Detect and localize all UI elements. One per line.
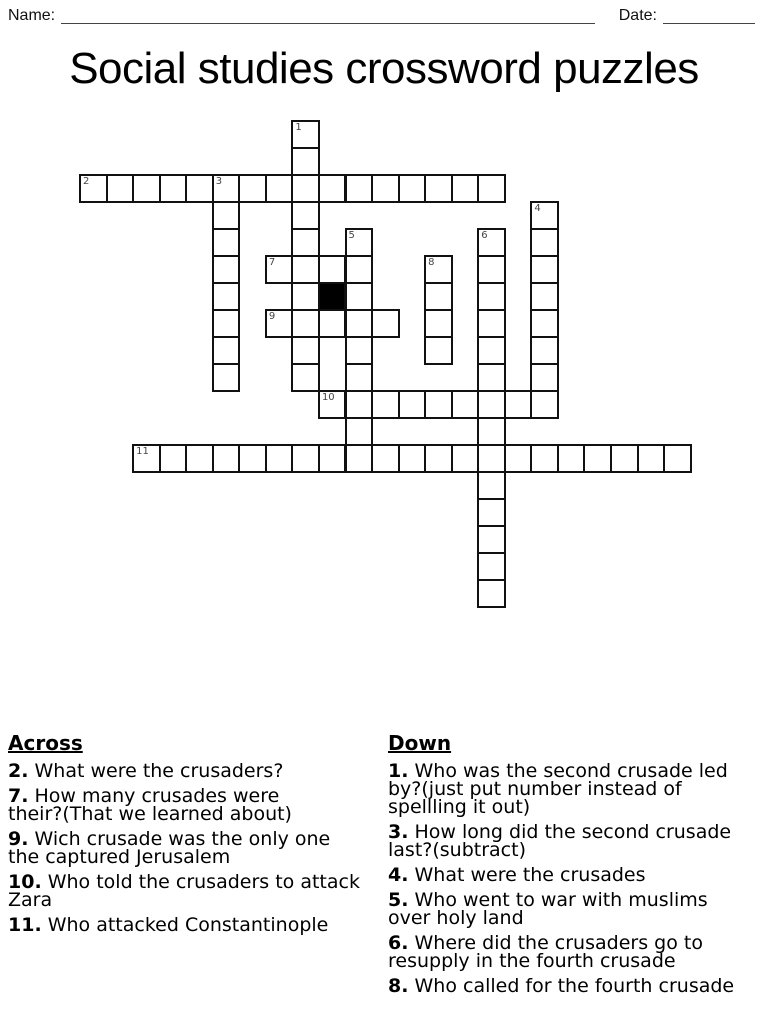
cell-number: 6	[481, 230, 488, 241]
crossword-cell[interactable]	[477, 552, 506, 581]
crossword-cell[interactable]	[583, 444, 612, 473]
crossword-cell[interactable]	[477, 417, 506, 446]
crossword-cell[interactable]	[185, 174, 214, 203]
clue-item: 1. Who was the second crusade led by?(just put number instead of spellling it out)	[388, 760, 728, 818]
crossword-cell[interactable]	[345, 255, 374, 284]
crossword-cell[interactable]	[477, 363, 506, 392]
crossword-cell[interactable]	[212, 336, 241, 365]
cell-number: 1	[295, 122, 302, 133]
cell-number: 11	[136, 446, 149, 457]
crossword-cell[interactable]	[530, 228, 559, 257]
crossword-cell[interactable]	[345, 309, 374, 338]
crossword-cell[interactable]	[291, 444, 320, 473]
crossword-cell[interactable]	[291, 282, 320, 311]
crossword-cell[interactable]	[504, 390, 533, 419]
crossword-cell[interactable]	[477, 255, 506, 284]
crossword-cell[interactable]	[530, 444, 559, 473]
crossword-cell[interactable]	[345, 417, 374, 446]
crossword-cell[interactable]	[477, 336, 506, 365]
crossword-cell[interactable]	[345, 282, 374, 311]
crossword-cell[interactable]	[212, 228, 241, 257]
clue-item: 6. Where did the crusaders go to resupply in the fourth crusade	[388, 932, 703, 972]
crossword-cell[interactable]	[345, 228, 374, 257]
clue-item: 9. Wich crusade was the only one the captured Jerusalem	[8, 828, 331, 868]
crossword-cell[interactable]	[345, 390, 374, 419]
crossword-cell[interactable]	[477, 471, 506, 500]
down-clue-list	[388, 762, 768, 995]
crossword-cell[interactable]	[504, 444, 533, 473]
crossword-cell[interactable]	[451, 444, 480, 473]
crossword-cell[interactable]	[212, 255, 241, 284]
crossword-cell[interactable]	[451, 390, 480, 419]
clue-item: 7. How many crusades were their?(That we learned about)	[8, 785, 292, 825]
crossword-cell[interactable]	[371, 444, 400, 473]
crossword-cell[interactable]	[398, 390, 427, 419]
crossword-cell[interactable]	[265, 444, 294, 473]
page-title: Social studies crossword puzzles	[69, 44, 699, 93]
crossword-cell[interactable]	[291, 201, 320, 230]
blocked-cell	[318, 282, 347, 311]
across-clue-list	[8, 762, 388, 934]
across-heading: Across	[8, 731, 83, 755]
clue-item: 10. Who told the crusaders to attack Zara	[8, 871, 360, 911]
crossword-cell[interactable]	[159, 174, 188, 203]
crossword-cell[interactable]	[530, 336, 559, 365]
clue-number: 1.	[388, 760, 409, 782]
crossword-cell[interactable]	[265, 309, 294, 338]
clue-number: 9.	[8, 828, 29, 850]
clue-number: 3.	[388, 821, 409, 843]
crossword-cell[interactable]	[610, 444, 639, 473]
crossword-cell[interactable]	[557, 444, 586, 473]
crossword-cell[interactable]	[371, 390, 400, 419]
crossword-cell[interactable]	[663, 444, 692, 473]
cell-number: 4	[534, 203, 541, 214]
crossword-cell[interactable]	[132, 444, 161, 473]
crossword-cell[interactable]	[238, 174, 267, 203]
name-date-row	[8, 5, 755, 25]
crossword-cell[interactable]	[477, 498, 506, 527]
clue-number: 5.	[388, 889, 409, 911]
crossword-cell[interactable]	[79, 174, 108, 203]
clue-number: 6.	[388, 932, 409, 954]
crossword-cell[interactable]	[159, 444, 188, 473]
crossword-cell[interactable]	[477, 390, 506, 419]
crossword-cell[interactable]	[371, 174, 400, 203]
crossword-cell[interactable]	[477, 525, 506, 554]
crossword-cell[interactable]	[371, 309, 400, 338]
name-fill-line[interactable]	[61, 7, 595, 24]
crossword-cell[interactable]	[477, 579, 506, 608]
crossword-cell[interactable]	[398, 444, 427, 473]
crossword-cell[interactable]	[212, 363, 241, 392]
crossword-cell[interactable]	[530, 363, 559, 392]
clue-item: 4. What were the crusades	[388, 864, 646, 886]
cell-number: 9	[268, 311, 276, 322]
name-label: Name:	[8, 7, 56, 24]
crossword-cell[interactable]	[265, 255, 294, 284]
crossword-cell[interactable]	[398, 174, 427, 203]
crossword-cell[interactable]	[424, 255, 453, 284]
crossword-cell[interactable]	[424, 390, 453, 419]
crossword-cell[interactable]	[477, 444, 506, 473]
cell-number: 7	[268, 257, 276, 268]
crossword-cell[interactable]	[318, 174, 347, 203]
crossword-cell[interactable]	[212, 309, 241, 338]
crossword-cell[interactable]	[318, 255, 347, 284]
crossword-cell[interactable]	[530, 255, 559, 284]
clue-number: 10.	[8, 871, 42, 893]
date-label: Date:	[618, 7, 657, 24]
crossword-cell[interactable]	[477, 282, 506, 311]
crossword-cell[interactable]	[424, 444, 453, 473]
crossword-cell[interactable]	[345, 174, 374, 203]
clue-number: 4.	[388, 864, 409, 886]
crossword-cell[interactable]	[477, 174, 506, 203]
down-clues-section	[388, 733, 768, 1002]
cell-number: 3	[215, 176, 223, 187]
crossword-cell[interactable]	[291, 255, 320, 284]
crossword-cell[interactable]	[291, 363, 320, 392]
crossword-cell[interactable]	[212, 174, 241, 203]
crossword-cell[interactable]	[212, 201, 241, 230]
crossword-cell[interactable]	[318, 309, 347, 338]
crossword-cell[interactable]	[424, 282, 453, 311]
crossword-cell[interactable]	[212, 444, 241, 473]
crossword-cell[interactable]	[318, 444, 347, 473]
crossword-cell[interactable]	[477, 309, 506, 338]
crossword-cell[interactable]	[424, 309, 453, 338]
crossword-cell[interactable]	[345, 444, 374, 473]
clue-item: 11. Who attacked Constantinople	[8, 914, 329, 936]
crossword-cell[interactable]	[291, 147, 320, 176]
cell-number: 8	[428, 257, 435, 268]
crossword-cell[interactable]	[291, 228, 320, 257]
crossword-cell[interactable]	[291, 174, 320, 203]
crossword-cell[interactable]	[530, 282, 559, 311]
crossword-cell[interactable]	[106, 174, 135, 203]
crossword-cell[interactable]	[345, 363, 374, 392]
clue-number: 8.	[388, 975, 409, 997]
date-fill-line[interactable]	[663, 7, 755, 24]
crossword-cell[interactable]	[424, 336, 453, 365]
clue-number: 11.	[8, 914, 42, 936]
clue-number: 2.	[8, 760, 29, 782]
crossword-cell[interactable]	[530, 201, 559, 230]
crossword-cell[interactable]	[291, 120, 320, 149]
clue-item: 8. Who called for the fourth crusade	[388, 975, 735, 997]
clue-number: 7.	[8, 785, 29, 807]
crossword-cell[interactable]	[345, 336, 374, 365]
crossword-cell[interactable]	[530, 390, 559, 419]
clue-item: 5. Who went to war with muslims over holy land	[388, 889, 708, 929]
crossword-cell[interactable]	[477, 228, 506, 257]
crossword-cell[interactable]	[132, 174, 161, 203]
crossword-cell[interactable]	[185, 444, 214, 473]
crossword-cell[interactable]	[212, 282, 241, 311]
crossword-grid	[79, 120, 699, 612]
crossword-cell[interactable]	[291, 309, 320, 338]
cell-number: 10	[321, 392, 335, 403]
cell-number: 5	[348, 230, 355, 241]
crossword-cell[interactable]	[291, 336, 320, 365]
crossword-cell[interactable]	[530, 309, 559, 338]
crossword-cell[interactable]	[318, 390, 347, 419]
across-clues-section	[8, 733, 388, 941]
down-heading: Down	[388, 731, 452, 755]
clue-item: 2. What were the crusaders?	[8, 760, 284, 782]
clue-item: 3. How long did the second crusade last?(subtract)	[388, 821, 732, 861]
crossword-cell[interactable]	[238, 444, 267, 473]
crossword-cell[interactable]	[637, 444, 666, 473]
crossword-cell[interactable]	[451, 174, 480, 203]
crossword-cell[interactable]	[265, 174, 294, 203]
cell-number: 2	[83, 176, 90, 187]
crossword-cell[interactable]	[424, 174, 453, 203]
